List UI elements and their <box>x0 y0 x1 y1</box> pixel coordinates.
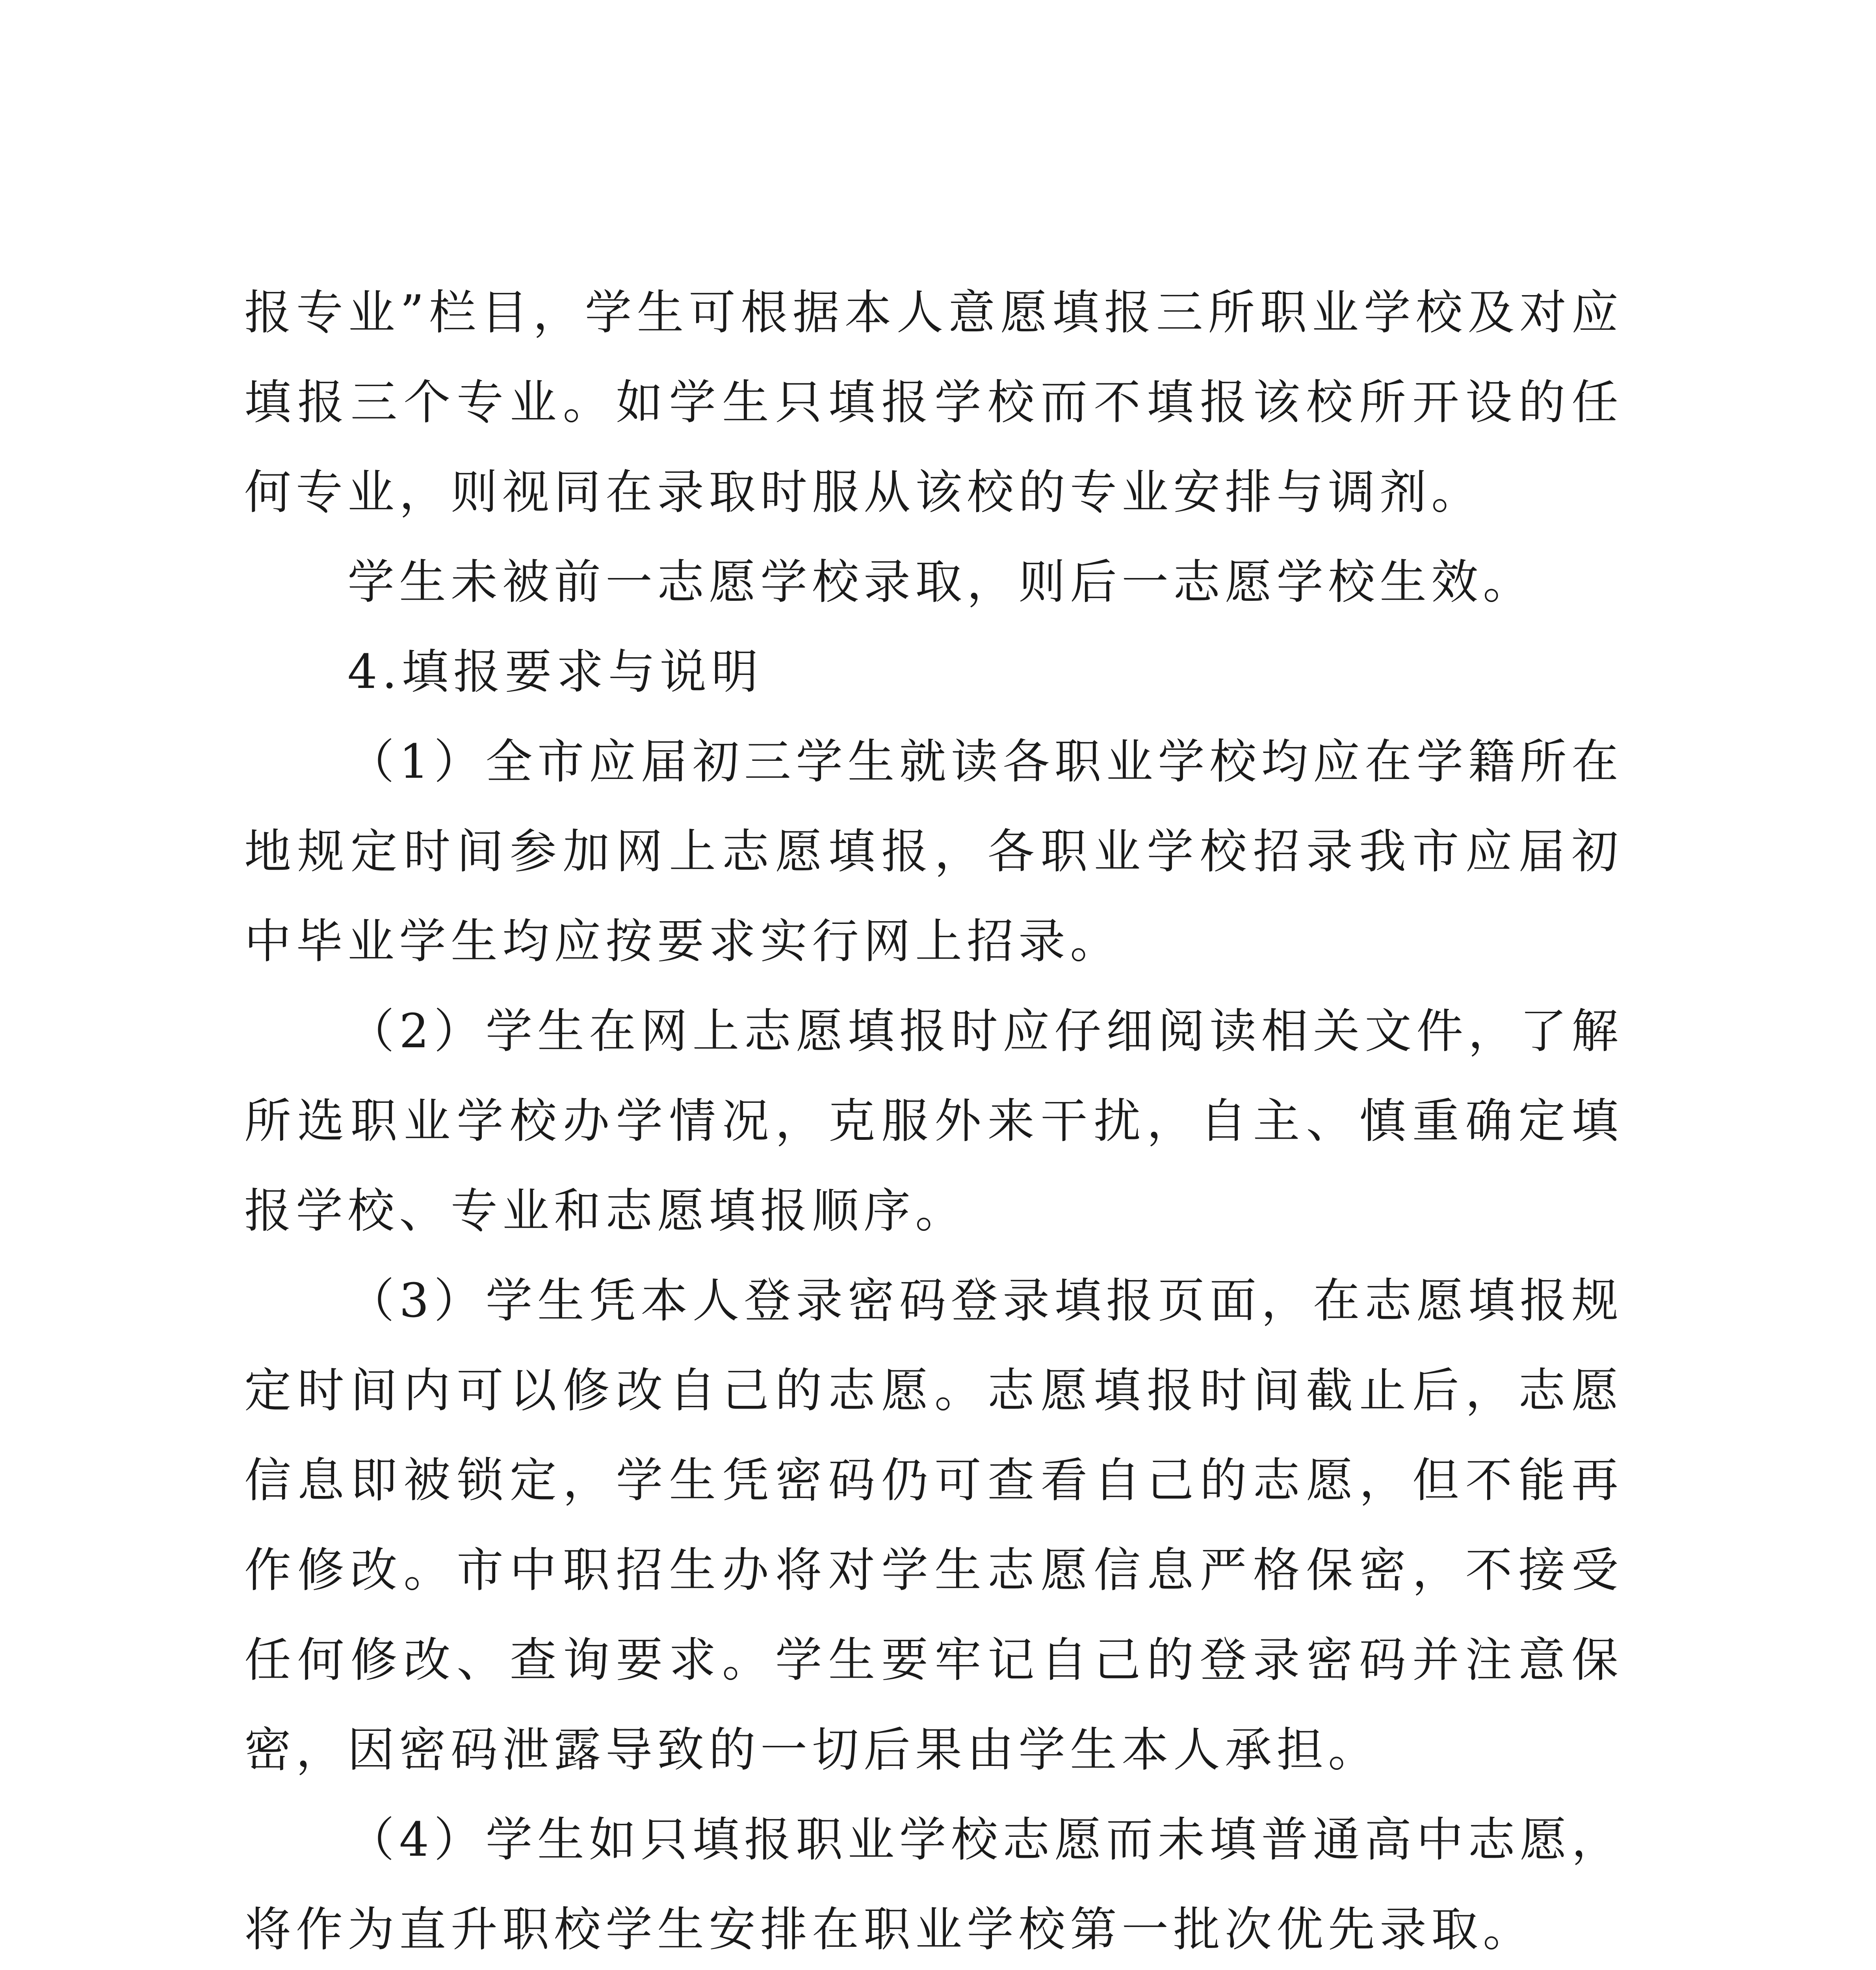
document-body <box>244 268 1623 1970</box>
paragraph-item-3: （3）学生凭本人登录密码登录填报页面，在志愿填报规定时间内可以修改自己的志愿。志愿填报时间截止后，志愿信息即被锁定，学生凭密码仍可查看自己的志愿，但不能再作修改。市中职招生办将对学生志愿信息严格保密，不接受任何修改、查询要求。学生要牢记自己的登录密码并注意保密，因密码泄露导致的一切后果由学生本人承担。 <box>244 1274 1623 1777</box>
paragraph-item-1: （1）全市应届初三学生就读各职业学校均应在学籍所在地规定时间参加网上志愿填报，各职业学校招录我市应届初中毕业学生均应按要求实行网上招录。 <box>244 735 1623 969</box>
section-heading-requirements: 4.填报要求与说明 <box>347 645 763 699</box>
paragraph-item-2: （2）学生在网上志愿填报时应仔细阅读相关文件，了解所选职业学校办学情况，克服外来干扰，自主、慎重确定填报学校、专业和志愿填报顺序。 <box>244 1004 1623 1238</box>
paragraph-volunteer-effect: 学生未被前一志愿学校录取，则后一志愿学校生效。 <box>347 555 1534 610</box>
paragraph-major-selection: 报专业”栏目，学生可根据本人意愿填报三所职业学校及对应填报三个专业。如学生只填报学校而不填报该校所开设的任何专业，则视同在录取时服从该校的专业安排与调剂。 <box>244 286 1623 520</box>
paragraph-item-4: （4）学生如只填报职业学校志愿而未填普通高中志愿，将作为直升职校学生安排在职业学校第一批次优先录取。 <box>244 1813 1623 1957</box>
